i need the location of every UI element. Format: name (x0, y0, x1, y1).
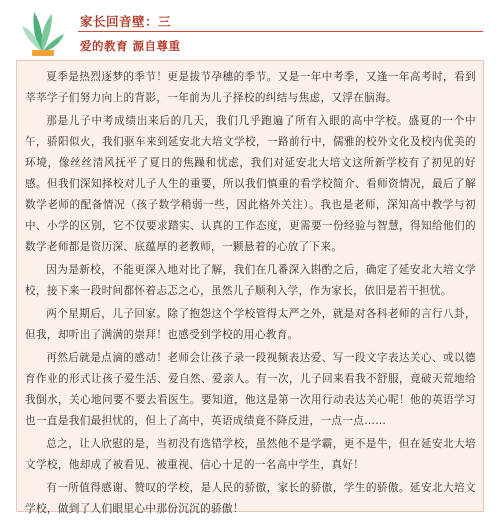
article-panel (16, 60, 484, 515)
page-subtitle: 爱的教育 源自尊重 (80, 39, 181, 53)
plant-leaves-icon (18, 4, 66, 56)
article-paragraph: 有一所值得感谢、赞叹的学校，是人民的骄傲，家长的骄傲，学生的骄傲。延安北大培文学校，做到了人们眼里心中那份沉沉的骄傲！ (25, 482, 476, 515)
article-paragraph: 总之，让人欣慰的是，当初没有选错学校，虽然他不是学霸，更不是牛，但在延安北大培文学校，他却成了被看见、被重视、信心十足的一名高中学生，真好！ (25, 438, 476, 471)
article-paragraph: 因为是新校，不能更深入地对比了解，我们在几番深入斟酌之后，确定了延安北大培文学校，接下来一段时间都怀着忐忑之心，虽然儿子顺利入学，作为家长，依旧是若干担忧。 (25, 264, 476, 297)
page-title: 家长回音壁：三 (80, 14, 172, 29)
header (0, 0, 500, 58)
article-paragraph: 夏季是热烈逐梦的季节！更是拔节孕穗的季节。又是一年中考季，又逢一年高考时，看到莘莘学子们努力向上的背影，一年前为儿子择校的纠结与焦虑，又浮在脑海。 (25, 71, 476, 104)
article-paragraph: 两个星期后，儿子回家。除了抱怨这个学校管得太严之外，就是对各科老师的言行八卦，但我，却听出了满满的崇拜！也感受到学校的用心教育。 (25, 308, 476, 341)
article-paragraph: 再然后就是点滴的感动！老师会让孩子录一段视频表达爱、写一段文字表达关心、或以德育作业的形式让孩子爱生活、爱自然、爱亲人。有一次，儿子回来看我不舒服，竟破天荒地给我倒水，关心地问要不要去看医生。要知道，他这是第一次用行动表达关心呢！他的英语学习也一直是我们最担忧的，但上了高中，英语成绩竟不降反进，一点一点…… (25, 352, 476, 427)
article-paragraph: 那是儿子中考成绩出来后的几天，我们几乎跑遍了所有入眼的高中学校。盛夏的一个中午，骄阳似火，我们驱车来到延安北大培文学校，一路前行中，儒雅的校外文化及校内优美的环境，像丝丝清风抚平了夏日的焦躁和忧虑，我们对延安北大培文这所新学校有了初见的好感。但我们深知择校对儿子人生的重要，所以我们慎重的看学校简介、看师资情况，最后了解数学老师的配备情况（孩子数学稍弱一些，因此格外关注）。我也是老师，深知高中教学与初中、小学的区别，它不仅要求踏实、认真的工作态度，更需要一份经验与智慧，得知给他们的数学老师都是资历深、底蕴厚的老教师，一颗悬着的心放了下来。 (25, 115, 476, 253)
title-divider (78, 31, 483, 32)
